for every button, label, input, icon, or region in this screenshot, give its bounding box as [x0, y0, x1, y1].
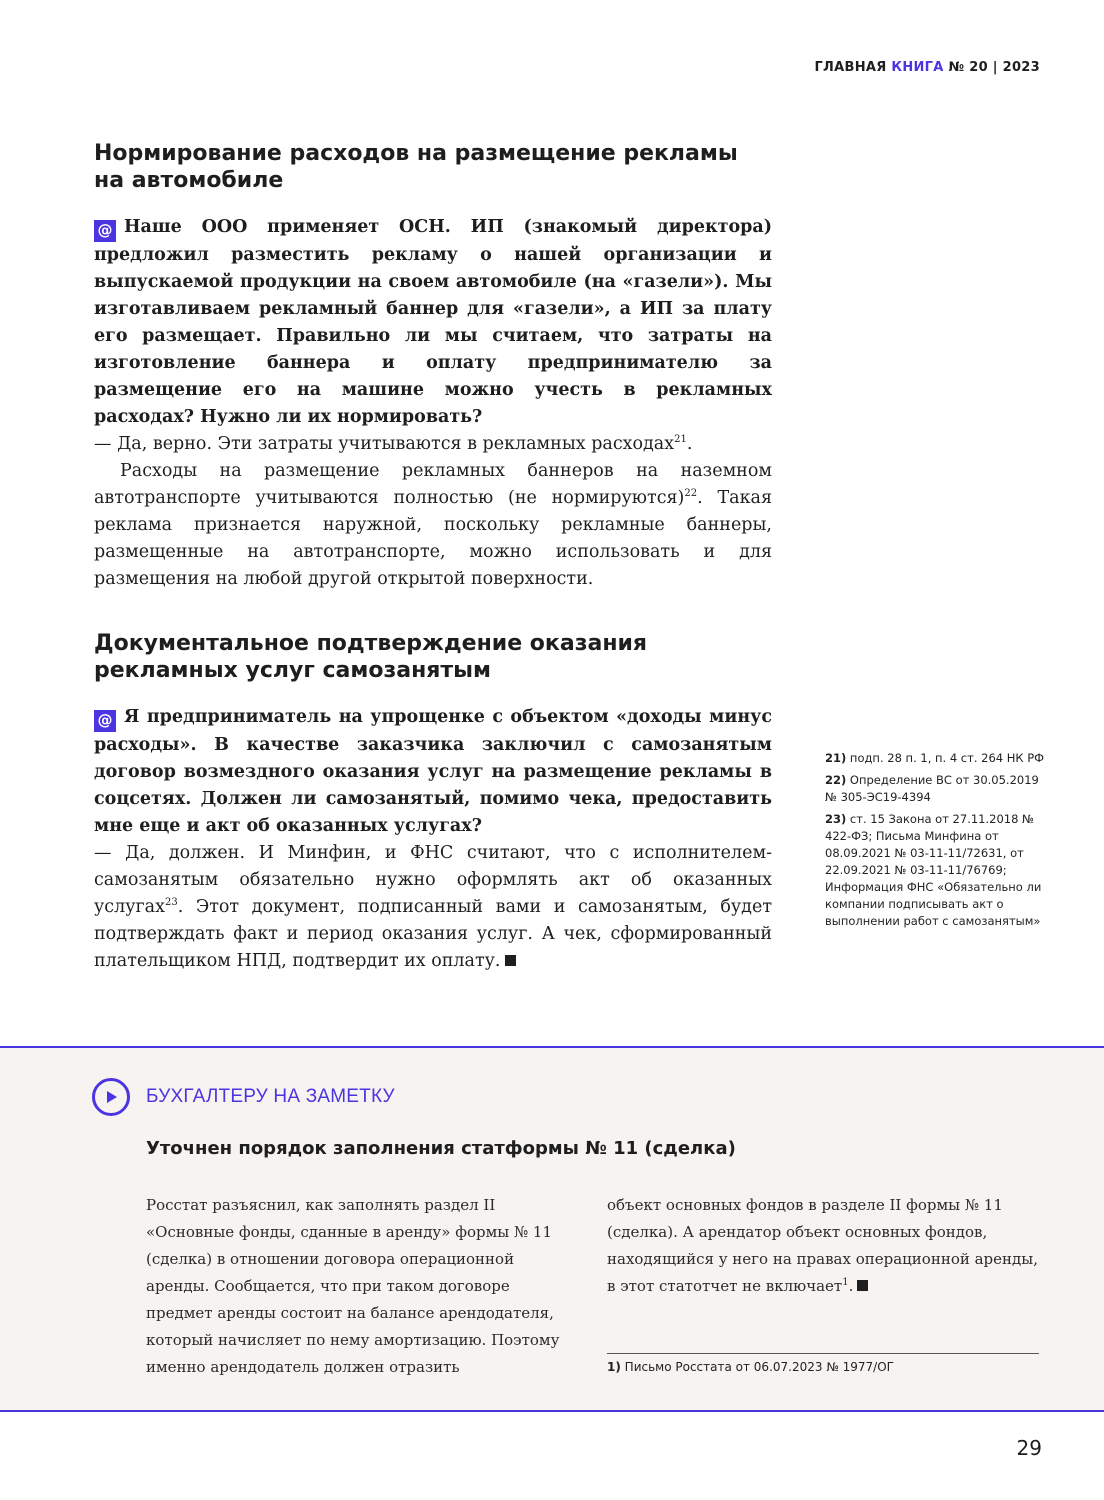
footnote-ref: 22 — [684, 488, 698, 500]
play-icon — [92, 1078, 130, 1116]
footnotes — [825, 750, 1045, 935]
section-advertising-car — [94, 140, 772, 593]
page-number: 29 — [1016, 1436, 1042, 1460]
box-text: объект основных фондов в разделе II формы № 11 (сделка). А арендатор объект основных фондов, находящийся у него на правах операционной аренды, в этот статотчет не включает$^1$. — [607, 1196, 1038, 1295]
box-title: Уточнен порядок заполнения статформы № 11 (сделка) — [146, 1138, 736, 1159]
box-text: Росстат разъяснил, как заполнять раздел II «Основные фонды, сданные в аренду» формы № 11 (сделка) в отношении договора операционной аренды. Сообщается, что при таком договоре предмет аренды состоит на балансе арендодателя, который начисляет по нему амортизацию. Поэтому именно арендодатель должен отразить — [146, 1196, 560, 1376]
body-paragraph: Расходы на размещение рекламных баннеров на наземном автотранспорте учитываются полностью (не нормируются)$^{22}$. Такая реклама признается наружной, поскольку рекламные баннеры, размещенные на автотранспорте, можно использовать и для размещения на любой другой открытой поверхности. — [94, 461, 772, 589]
issue-number: № 20 | 2023 — [948, 60, 1040, 75]
question — [94, 704, 772, 840]
box-footnote: 1) Письмо Росстата от 06.07.2023 № 1977/ОГ — [607, 1360, 894, 1374]
answer: — Да, должен. И Минфин, и ФНС считают, что с исполнителем-самозанятым обязательно нужно оформлять акт об оказанных услугах$^{23}$. Этот документ, подписанный вами и самозанятым, будет подтверждать факт и период оказания услуг. А чек, сформированный плательщиком НПД, подтвердит их оплату. — [94, 843, 772, 971]
question — [94, 214, 772, 431]
section-title: Документальное подтверждение оказания рекламных услуг самозанятым — [94, 631, 648, 683]
at-icon: @ — [94, 710, 116, 732]
brand-main: ГЛАВНАЯ — [814, 60, 887, 75]
masthead — [814, 60, 1040, 75]
footnote-divider — [607, 1353, 1039, 1354]
box-label-text: БУХГАЛТЕРУ НА ЗАМЕТКУ — [146, 1086, 395, 1107]
at-icon: @ — [94, 220, 116, 242]
question-text: Я предприниматель на упрощенке с объектом «доходы минус расходы». В качестве заказчика заключил с самозанятым договор возмездного оказания услуг на размещение рекламы в соцсетях. Должен ли самозанятый, помимо чека, предоставить мне еще и акт об оказанных услугах? — [94, 707, 772, 836]
footnote: 21) подп. 28 п. 1, п. 4 ст. 264 НК РФ — [825, 751, 1045, 765]
footnote-ref: 1 — [842, 1277, 849, 1288]
end-of-article-mark — [857, 1280, 868, 1291]
accountant-note-box — [0, 1046, 1104, 1412]
section-self-employed — [94, 630, 772, 975]
box-column-right — [607, 1192, 1039, 1300]
footnote: 22) Определение ВС от 30.05.2019 № 305-ЭС19-4394 — [825, 773, 1039, 804]
footnote-ref: 23 — [164, 897, 178, 909]
footnote-ref: 21 — [674, 434, 687, 446]
question-text: Наше ООО применяет ОСН. ИП (знакомый директора) предложил разместить рекламу о нашей организации и выпускаемой продукции на своем автомобиле (на «газели»). Мы изготавливаем рекламный баннер для «газели», а ИП за плату его размещает. Правильно ли мы считаем, что затраты на изготовление баннера и оплату предпринимателю за размещение его на машине можно учесть в рекламных расходах? Нужно ли их нормировать? — [94, 217, 772, 427]
brand-accent: КНИГА — [891, 60, 944, 75]
box-column-left — [146, 1192, 580, 1381]
section-title: Нормирование расходов на размещение рекламы на автомобиле — [94, 141, 738, 193]
box-label — [92, 1078, 395, 1116]
end-of-article-mark — [505, 955, 516, 966]
answer: — Да, верно. Эти затраты учитываются в рекламных расходах$^{21}$. — [94, 434, 693, 454]
footnote: 23) ст. 15 Закона от 27.11.2018 № 422-ФЗ; Письма Минфина от 08.09.2021 № 03-11-11/72631, от 22.09.2021 № 03-11-11/76769; Информация ФНС «Обязательно ли компании подписывать акт о выполнении работ с самозанятым» — [825, 812, 1042, 928]
